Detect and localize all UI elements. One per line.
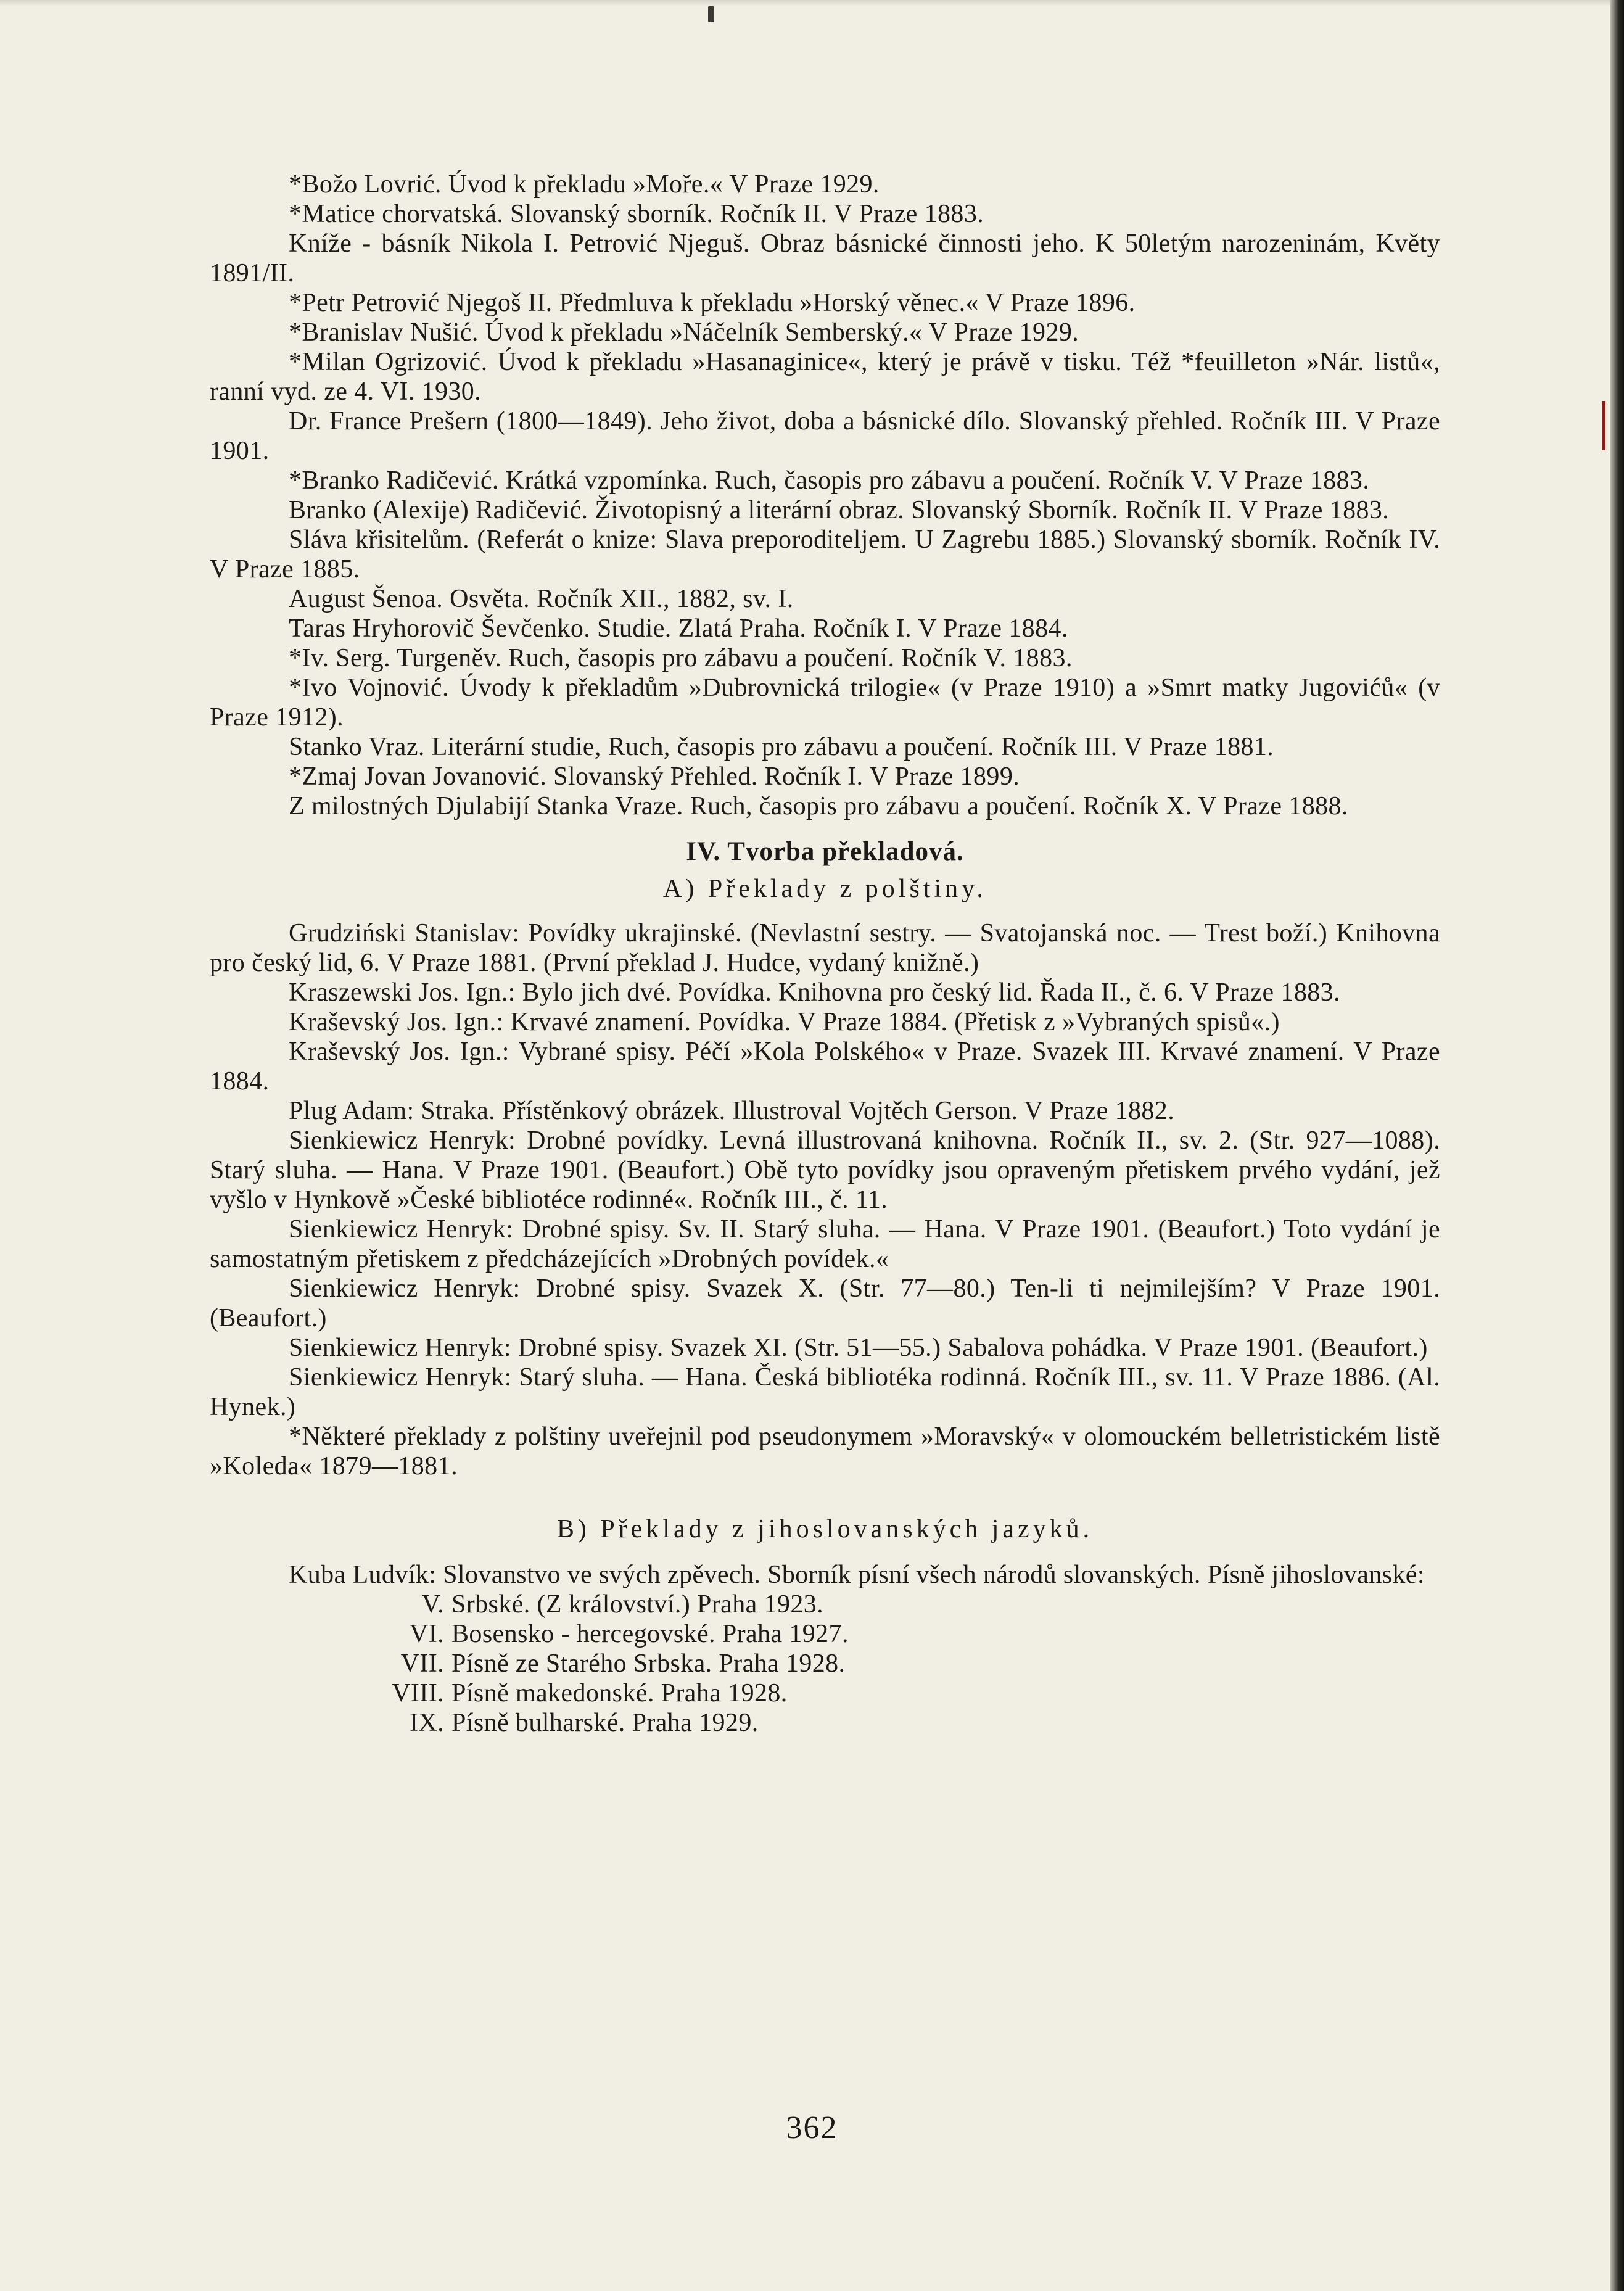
page-number: 362 [786,2110,838,2145]
bibliography-entry: *Petr Petrović Njegoš II. Předmluva k překladu »Horský věnec.« V Praze 1896. [289,289,1136,317]
volume-row [210,1649,1440,1678]
bookmark-ribbon [1602,401,1605,450]
bibliography-entry: *Božo Lovrić. Úvod k překladu »Moře.« V Praze 1929. [289,170,880,199]
volume-row [210,1619,1440,1649]
bibliography-entry: *Branislav Nušić. Úvod k překladu »Náčelník Semberský.« V Praze 1929. [289,318,1079,347]
scan-top-shadow [0,0,1624,6]
translation-entry: Grudziński Stanislav: Povídky ukrajinské. (Nevlastní sestry. — Svatojanská noc. — Trest boží.) Knihovna pro český lid, 6. V Praze 1881. (První překlad J. Hudce, vydaný knižně.) [210,919,1440,977]
translation-entry: *Některé překlady z polštiny uveřejnil pod pseudonymem »Moravský« v olomouckém belletristickém listě »Koleda« 1879—1881. [210,1422,1440,1480]
volume-number: VII. [400,1649,444,1678]
volume-number: V. [421,1590,444,1619]
translation-entry: Sienkiewicz Henryk: Drobné spisy. Sv. II. Starý sluha. — Hana. V Praze 1901. (Beaufort.) Toto vydání je samostatným přetiskem z předcházejících »Drobných povídek.« [210,1215,1440,1273]
bibliography-entry: *Matice chorvatská. Slovanský sborník. Ročník II. V Praze 1883. [289,200,984,228]
bibliography-entry: Branko (Alexije) Radičević. Životopisný a literární obraz. Slovanský Sborník. Ročník II. V Praze 1883. [289,496,1390,524]
page-edge-shadow [1610,0,1624,2291]
bibliography-entry: *Iv. Serg. Turgeněv. Ruch, časopis pro zábavu a poučení. Ročník V. 1883. [289,644,1073,672]
volume-row [210,1678,1440,1708]
subsection-heading-a: A) Překlady z polštiny. [663,875,987,903]
subsection-heading-b: B) Překlady z jihoslovanských jazyků. [556,1515,1094,1543]
translation-entry: Kraszewski Jos. Ign.: Bylo jich dvé. Povídka. Knihovna pro český lid. Řada II., č. 6. V Praze 1883. [289,978,1340,1007]
volume-title: Srbské. (Z království.) Praha 1923. [451,1590,824,1619]
bibliography-entry: Dr. France Prešern (1800—1849). Jeho život, doba a básnické dílo. Slovanský přehled. Ročník III. V Praze 1901. [210,407,1440,465]
translation-entry: Sienkiewicz Henryk: Drobné spisy. Svazek X. (Str. 77—80.) Ten-li ti nejmilejším? V Praze 1901. (Beaufort.) [210,1274,1440,1332]
volume-row [210,1590,1440,1619]
volume-title: Písně bulharské. Praha 1929. [451,1709,759,1737]
volume-number: VIII. [392,1679,444,1707]
bibliography-entry: Stanko Vraz. Literární studie, Ruch, časopis pro zábavu a poučení. Ročník III. V Praze 1881. [289,733,1274,761]
volume-title: Bosensko - hercegovské. Praha 1927. [451,1620,849,1648]
translation-entry: Sienkiewicz Henryk: Starý sluha. — Hana. Česká bibliotéka rodinná. Ročník III., sv. 11. V Praze 1886. (Al. Hynek.) [210,1363,1440,1421]
translation-entry: Plug Adam: Straka. Přístěnkový obrázek. Illustroval Vojtěch Gerson. V Praze 1882. [289,1097,1175,1125]
translation-entry: Kraševský Jos. Ign.: Krvavé znamení. Povídka. V Praze 1884. (Přetisk z »Vybraných spisů«.) [289,1008,1280,1036]
bibliography-entry: Taras Hryhorovič Ševčenko. Studie. Zlatá Praha. Ročník I. V Praze 1884. [289,614,1068,643]
bibliography-entry: *Zmaj Jovan Jovanović. Slovanský Přehled. Ročník I. V Praze 1899. [289,762,1020,791]
scan-mark [708,6,714,22]
volume-title: Písně makedonské. Praha 1928. [451,1679,788,1707]
anthology-intro: Kuba Ludvík: Slovanstvo ve svých zpěvech. Sborník písní všech národů slovanských. Písně jihoslovanské: [289,1561,1425,1589]
bibliography-entry: Sláva křisitelům. (Referát o knize: Slava preporoditeljem. U Zagrebu 1885.) Slovanský sborník. Ročník IV. V Praze 1885. [210,526,1440,584]
volume-title: Písně ze Starého Srbska. Praha 1928. [451,1649,846,1678]
translation-entry: Kraševský Jos. Ign.: Vybrané spisy. Péčí »Kola Polského« v Praze. Svazek III. Krvavé znamení. V Praze 1884. [210,1038,1440,1096]
bibliography-entry: Z milostných Djulabijí Stanka Vraze. Ruch, časopis pro zábavu a poučení. Ročník X. V Praze 1888. [289,792,1348,820]
page-body [210,170,1440,1738]
bibliography-entry: *Branko Radičević. Krátká vzpomínka. Ruch, časopis pro zábavu a poučení. Ročník V. V Praze 1883. [289,466,1370,495]
bibliography-entry: *Milan Ogrizović. Úvod k překladu »Hasanaginice«, který je právě v tisku. Též *feuilleton »Nár. listů«, ranní vyd. ze 4. VI. 1930. [210,348,1440,406]
volume-row [210,1708,1440,1738]
volume-number: VI. [409,1620,444,1648]
translation-entry: Sienkiewicz Henryk: Drobné spisy. Svazek XI. (Str. 51—55.) Sabalova pohádka. V Praze 1901. (Beaufort.) [289,1334,1428,1362]
section-heading: IV. Tvorba překladová. [686,837,964,866]
bibliography-entry: *Ivo Vojnović. Úvody k překladům »Dubrovnická trilogie« (v Praze 1910) a »Smrt matky Jugovićů« (v Praze 1912). [210,674,1440,732]
bibliography-entry: August Šenoa. Osvěta. Ročník XII., 1882, sv. I. [289,585,794,613]
translation-entry: Sienkiewicz Henryk: Drobné povídky. Levná illustrovaná knihovna. Ročník II., sv. 2. (Str. 927—1088). Starý sluha. — Hana. V Praze 1901. (Beaufort.) Obě tyto povídky jsou opraveným přetiskem prvého vydání, jež vyšlo v Hynkově »České bibliotéce rodinné«. Ročník III., č. 11. [210,1126,1440,1214]
bibliography-entry: Kníže - básník Nikola I. Petrović Njeguš. Obraz básnické činnosti jeho. K 50letým narozeninám, Květy 1891/II. [210,229,1440,287]
volume-number: IX. [409,1709,444,1737]
